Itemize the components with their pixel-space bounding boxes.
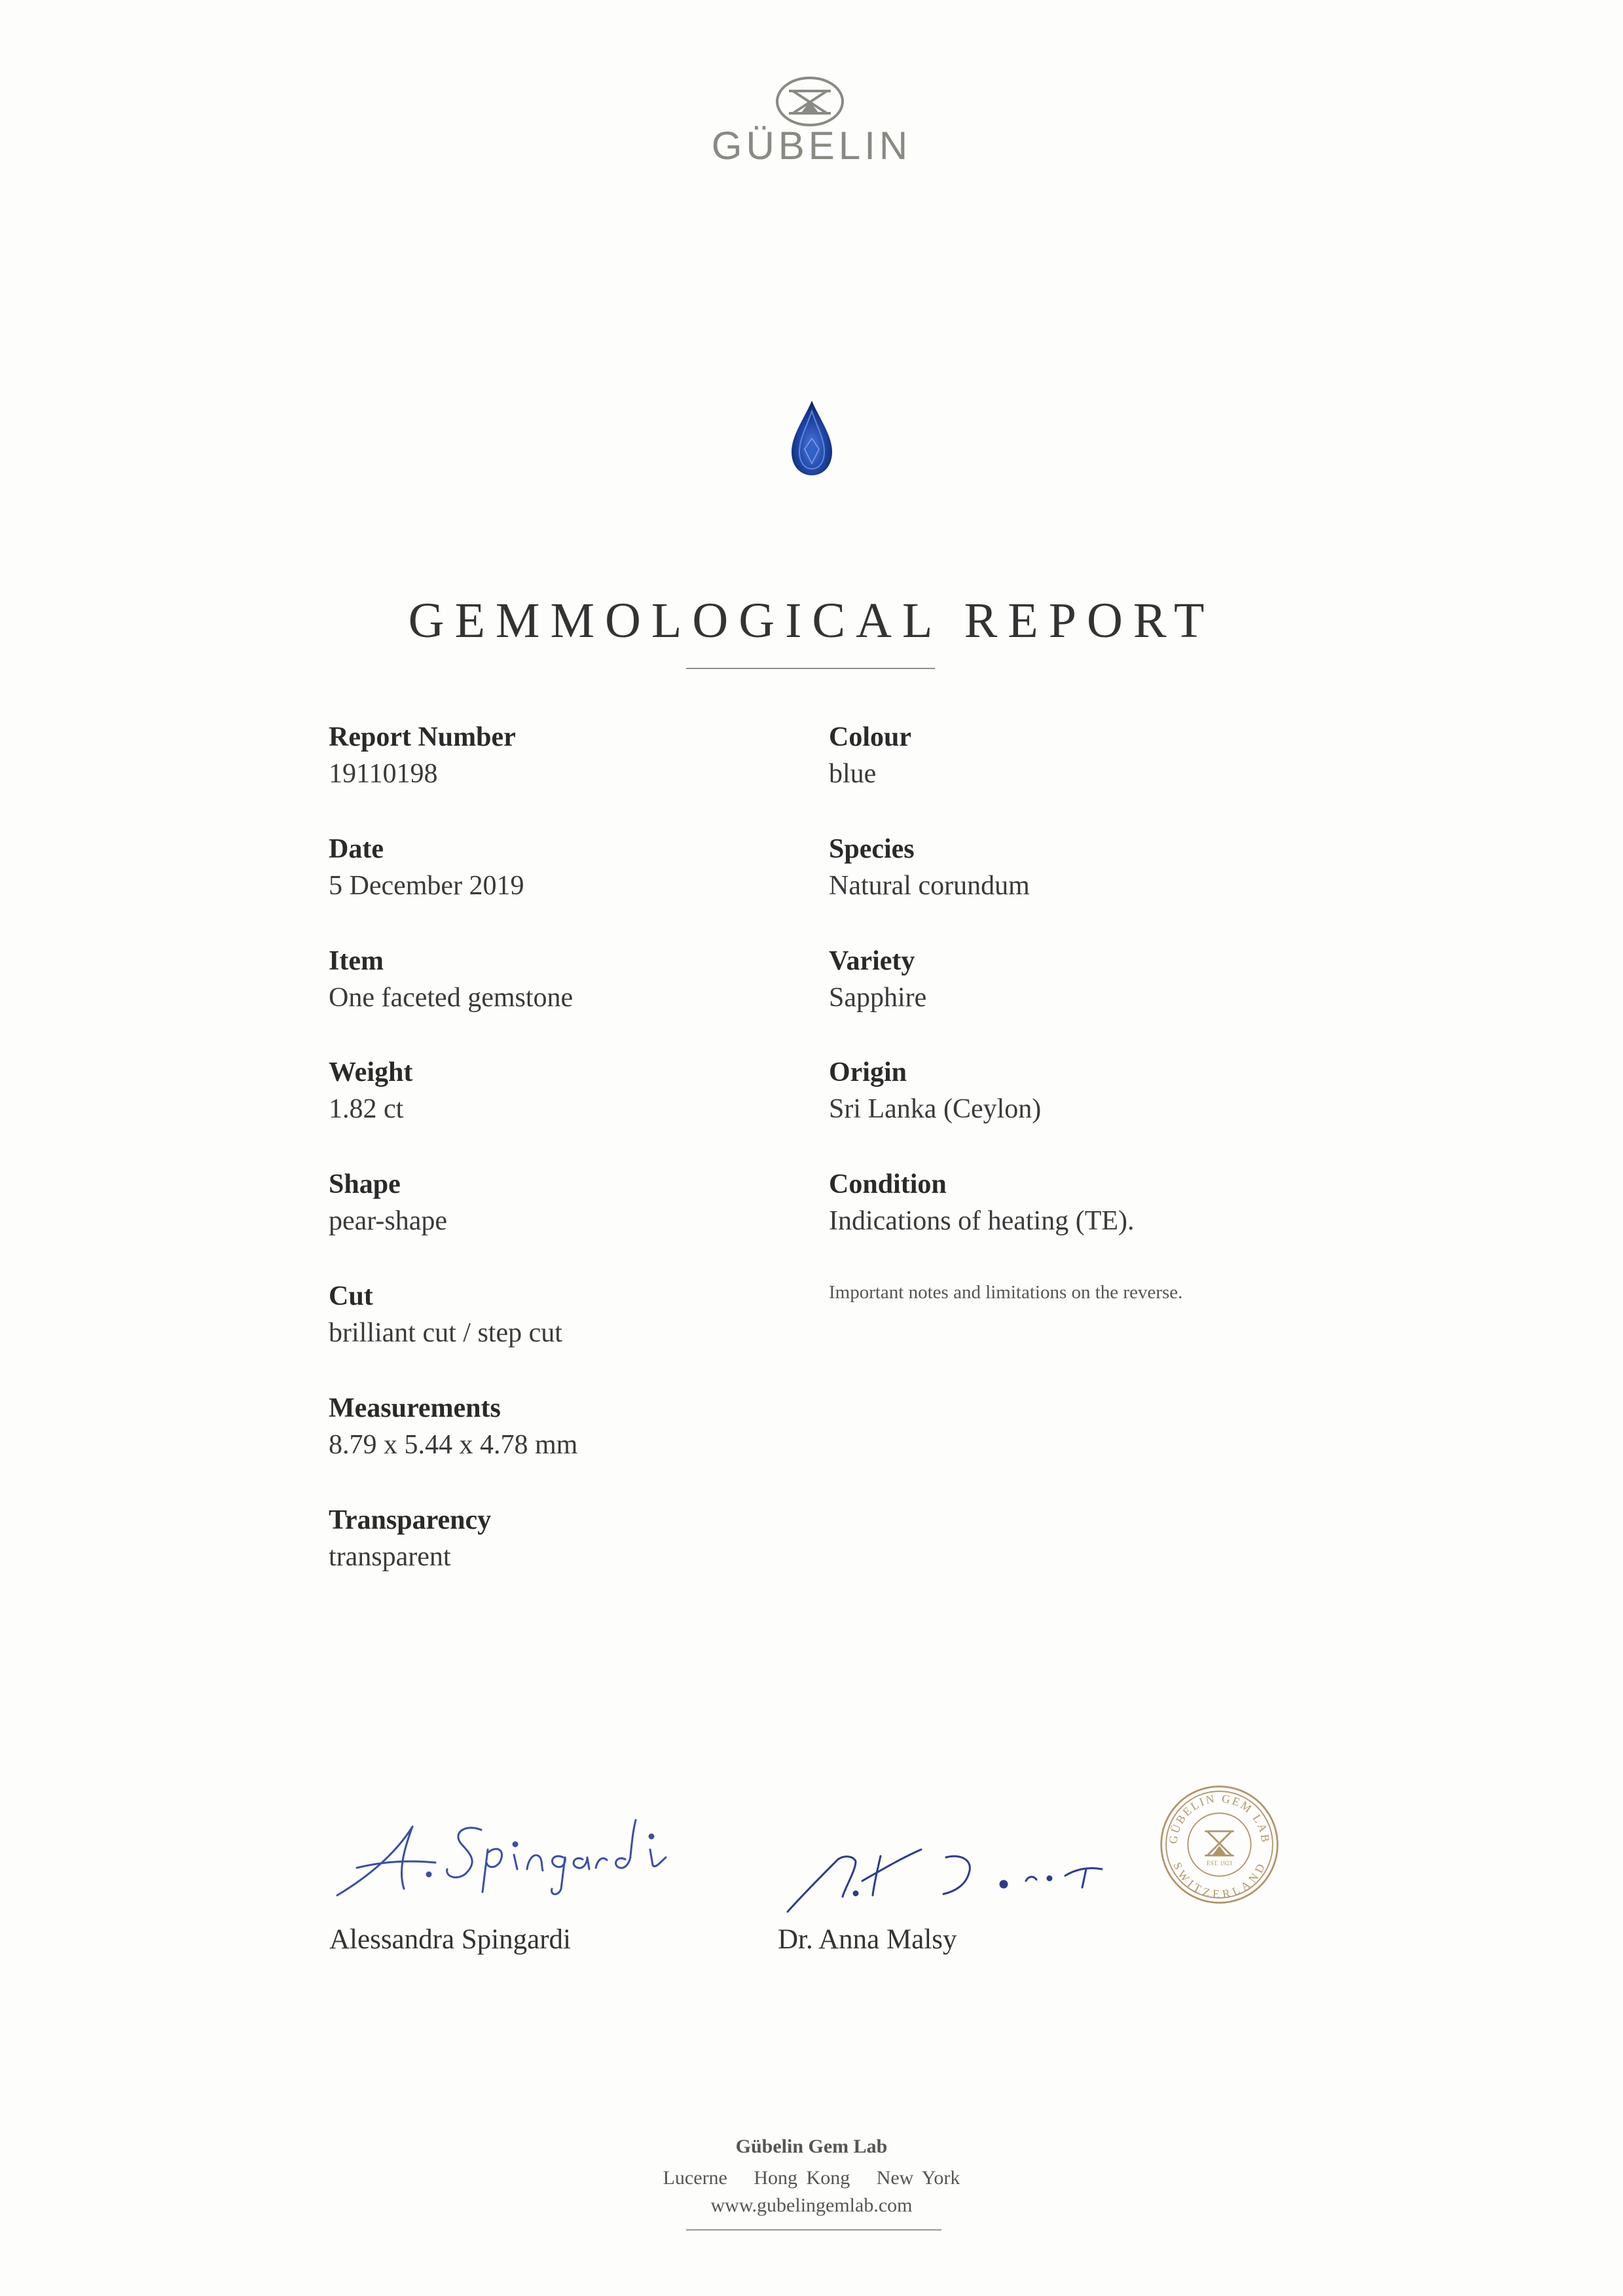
- field-value: 8.79 x 5.44 x 4.78 mm: [329, 1430, 578, 1460]
- field-label: Variety: [829, 946, 915, 976]
- signer-name-spingardi: Alessandra Spingardi: [329, 1924, 572, 1955]
- field-value: 1.82 ct: [329, 1094, 404, 1124]
- signature-malsy-image: [782, 1830, 1123, 1922]
- field-label: Report Number: [329, 722, 516, 752]
- gubelin-gem-lab-seal: [1159, 1784, 1280, 1905]
- field-label: Transparency: [329, 1505, 492, 1535]
- field-label: Colour: [829, 722, 911, 752]
- footer-website-link[interactable]: www.gubelingemlab.com: [710, 2195, 913, 2216]
- field-label: Species: [829, 834, 915, 864]
- field-report-number: [329, 719, 826, 792]
- field-value: Sri Lanka (Ceylon): [829, 1094, 1042, 1124]
- field-measurements: [329, 1390, 826, 1463]
- field-item: [329, 943, 826, 1016]
- field-value: 19110198: [329, 759, 438, 789]
- field-value: Sapphire: [829, 983, 927, 1013]
- limitations-note: Important notes and limitations on the reverse.: [829, 1282, 1183, 1303]
- field-label: Shape: [329, 1169, 401, 1199]
- field-date: [329, 831, 826, 904]
- brand-wordmark: GÜBELIN: [711, 124, 912, 168]
- gubelin-logo-icon: [771, 75, 849, 129]
- field-label: Item: [329, 946, 384, 976]
- field-label: Condition: [829, 1169, 947, 1199]
- field-value: blue: [829, 759, 877, 789]
- hourglass-emblem-icon: [1205, 1831, 1233, 1855]
- field-value: 5 December 2019: [329, 871, 524, 901]
- field-label: Measurements: [329, 1393, 501, 1423]
- field-value: Natural corundum: [829, 871, 1030, 901]
- field-value: brilliant cut / step cut: [329, 1318, 562, 1348]
- seal-est-text: EST. 1923: [1207, 1860, 1232, 1867]
- field-colour: [829, 719, 1326, 792]
- signer-name-malsy: Dr. Anna Malsy: [778, 1924, 957, 1955]
- svg-text:SWITZERLAND: SWITZERLAND: [1171, 1860, 1268, 1901]
- field-label: Origin: [829, 1057, 907, 1087]
- field-label: Weight: [329, 1057, 413, 1087]
- footer-cities: Lucerne Hong Kong New York: [663, 2167, 960, 2189]
- field-transparency: [329, 1502, 826, 1575]
- report-title: GEMMOLOGICAL REPORT: [408, 593, 1215, 648]
- field-value: pear-shape: [329, 1206, 448, 1236]
- field-origin: [829, 1054, 1326, 1127]
- field-value: One faceted gemstone: [329, 983, 574, 1013]
- field-variety: [829, 943, 1326, 1016]
- field-condition: [829, 1166, 1326, 1239]
- field-weight: [329, 1054, 826, 1127]
- sapphire-gem-image: [789, 399, 835, 477]
- footer-lab-name: Gübelin Gem Lab: [735, 2136, 888, 2157]
- field-species: [829, 831, 1326, 904]
- footer-divider: [686, 2229, 941, 2231]
- field-shape: [329, 1166, 826, 1239]
- signature-spingardi-image: [331, 1797, 707, 1912]
- title-divider: [686, 668, 935, 669]
- svg-text:GÜBELIN GEM LAB: GÜBELIN GEM LAB: [1166, 1791, 1273, 1845]
- field-value: Indications of heating (TE).: [829, 1206, 1135, 1236]
- field-cut: [329, 1278, 826, 1351]
- field-label: Cut: [329, 1281, 373, 1311]
- field-value: transparent: [329, 1542, 451, 1572]
- field-label: Date: [329, 834, 384, 864]
